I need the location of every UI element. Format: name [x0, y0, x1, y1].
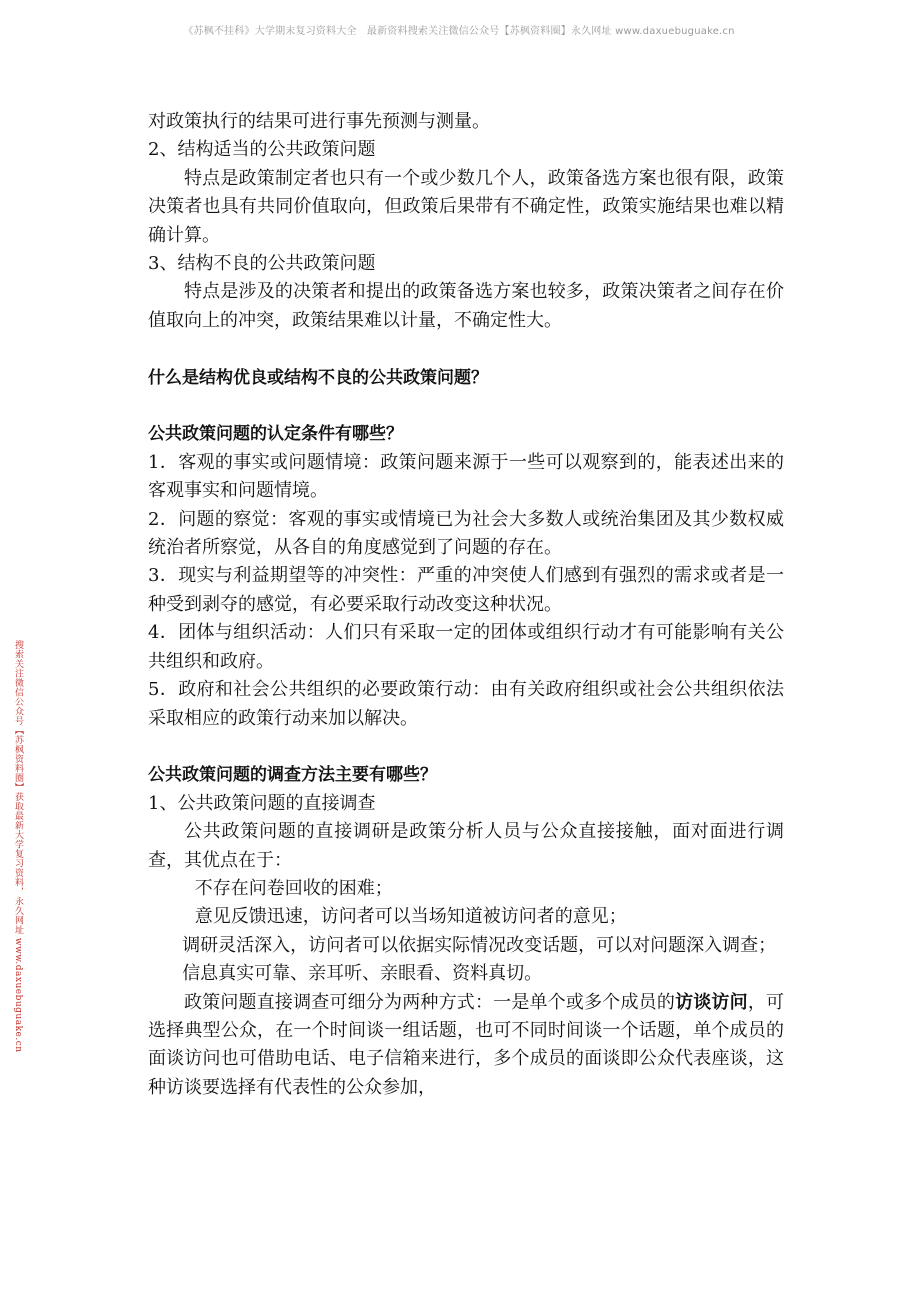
question-heading: 公共政策问题的调查方法主要有哪些？ — [148, 765, 437, 786]
list-item: 信息真实可靠、亲耳听、亲眼看、资料真切。 — [182, 963, 543, 985]
question-heading: 公共政策问题的认定条件有哪些？ — [148, 424, 403, 445]
subheading: 2、结构适当的公共政策问题 — [148, 139, 376, 161]
subheading: 3、结构不良的公共政策问题 — [148, 253, 376, 275]
page-header-watermark: 《苏枫不挂科》大学期末复习资料大全 最新资料搜索关注微信公众号【苏枫资料圈】永久网址 www.daxuebuguake.cn — [183, 26, 735, 37]
bold-term: 访谈访问 — [675, 991, 748, 1013]
list-item: 调研灵活深入，访问者可以依据实际情况改变话题，可以对问题深入调查； — [182, 934, 777, 956]
list-item: 5．政府和社会公共组织的必要政策行动：由有关政府组织或社会公共组织依法采取相应的政策行动来加以解决。 — [148, 679, 784, 729]
list-item: 1．客观的事实或问题情境：政策问题来源于一些可以观察到的，能表述出来的客观事实和问题情境。 — [148, 451, 784, 502]
list-item: 不存在问卷回收的困难； — [194, 877, 393, 899]
list-item: 意见反馈迅速，访问者可以当场知道被访问者的意见； — [194, 906, 627, 928]
list-item: 3．现实与利益期望等的冲突性：严重的冲突使人们感到有强烈的需求或者是一种受到剥夺的感觉，有必要采取行动改变这种状况。 — [148, 565, 784, 615]
paragraph: 对政策执行的结果可进行事先预测与测量。 — [148, 111, 490, 132]
subheading: 1、公共政策问题的直接调查 — [148, 792, 376, 814]
list-item: 4．团体与组织活动：人们只有采取一定的团体或组织行动才有可能影响有关公共组织和政府。 — [148, 622, 784, 672]
paragraph-text: 政策问题直接调查可细分为两种方式：一是单个或多个成员的 — [184, 991, 676, 1013]
paragraph: 公共政策问题的直接调研是政策分析人员与公众直接接触，面对面进行调查，其优点在于： — [148, 821, 784, 871]
paragraph: 特点是涉及的决策者和提出的政策备选方案也较多，政策决策者之间存在价值取向上的冲突，政策结果难以计量，不确定性大。 — [148, 281, 784, 331]
list-item: 2．问题的察觉：客观的事实或情境已为社会大多数人或统治集团及其少数权威统治者所察觉，从各自的角度感觉到了问题的存在。 — [148, 508, 784, 559]
paragraph — [148, 989, 784, 1103]
document-body — [148, 108, 784, 1102]
side-watermark: 搜索关注微信公众号【苏枫资料圈】获取最新大学复习资料，永久网址 www.daxuebuguake.cn — [13, 640, 23, 1053]
question-heading: 什么是结构优良或结构不良的公共政策问题？ — [148, 367, 488, 388]
paragraph: 特点是政策制定者也只有一个或少数几个人，政策备选方案也很有限，政策决策者也具有共同价值取向，但政策后果带有不确定性，政策实施结果也难以精确计算。 — [148, 167, 784, 246]
paragraph-text: ，可选择典型公众，在一个时间谈一组话题，也可不同时间谈一个话题，单个成员的面谈访问也可借助电话、电子信箱来进行，多个成员的面谈即公众代表座谈，这种访谈要选择有代表性的公众参加， — [148, 991, 784, 1098]
